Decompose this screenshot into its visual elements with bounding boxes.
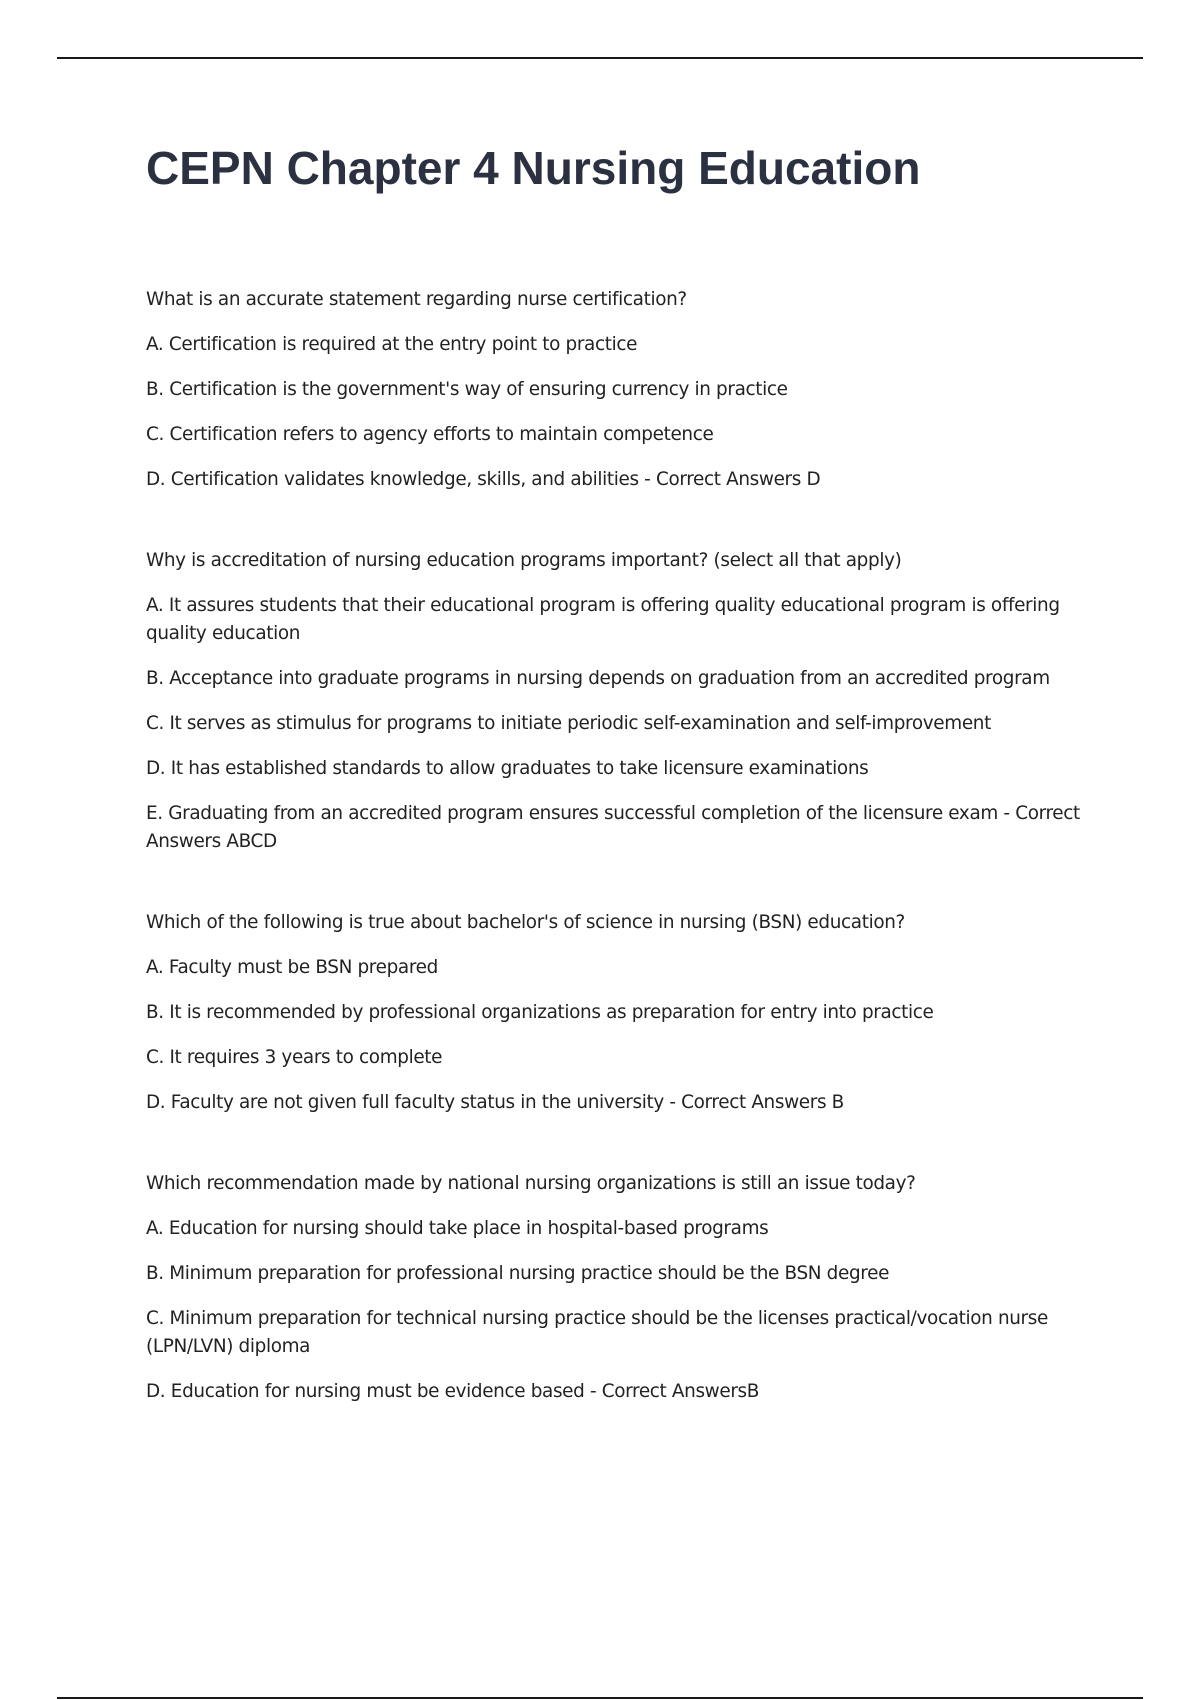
answer-option: D. Certification validates knowledge, skills, and abilities - Correct Answers D [146,469,821,490]
answer-option: B. Acceptance into graduate programs in nursing depends on graduation from an accredited program [146,668,1050,689]
answer-option: D. It has established standards to allow graduates to take licensure examinations [146,758,869,779]
question-block [146,909,1094,1117]
question-text: Why is accreditation of nursing education programs important? (select all that apply) [146,550,902,571]
answer-option: D. Faculty are not given full faculty status in the university - Correct Answers B [146,1092,844,1113]
answer-option: C. Certification refers to agency efforts to maintain competence [146,424,714,445]
answer-option: B. Certification is the government's way of ensuring currency in practice [146,379,788,400]
answer-option: A. Certification is required at the entry point to practice [146,334,638,355]
answer-option: E. Graduating from an accredited program ensures successful completion of the licensure exam - Correct Answers ABCD [146,803,1080,852]
answer-option: D. Education for nursing must be evidence based - Correct AnswersB [146,1381,760,1402]
question-block [146,286,1094,494]
page-title: CEPN Chapter 4 Nursing Education [146,142,921,194]
question-text: Which of the following is true about bachelor's of science in nursing (BSN) education? [146,912,905,933]
question-text: Which recommendation made by national nursing organizations is still an issue today? [146,1173,916,1194]
answer-option: A. Education for nursing should take place in hospital-based programs [146,1218,769,1239]
answer-option: C. It requires 3 years to complete [146,1047,443,1068]
answer-option: C. It serves as stimulus for programs to initiate periodic self-examination and self-improvement [146,713,991,734]
question-block [146,547,1094,856]
question-text: What is an accurate statement regarding nurse certification? [146,289,687,310]
question-block [146,1170,1094,1406]
answer-option: C. Minimum preparation for technical nursing practice should be the licenses practical/vocation nurse (LPN/LVN) diploma [146,1308,1048,1357]
question-list [146,286,1094,1459]
answer-option: B. Minimum preparation for professional nursing practice should be the BSN degree [146,1263,890,1284]
top-divider [57,57,1143,59]
answer-option: A. It assures students that their educational program is offering quality educational program is offering quality education [146,595,1060,644]
answer-option: A. Faculty must be BSN prepared [146,957,438,978]
answer-option: B. It is recommended by professional organizations as preparation for entry into practice [146,1002,934,1023]
bottom-divider [57,1697,1143,1699]
